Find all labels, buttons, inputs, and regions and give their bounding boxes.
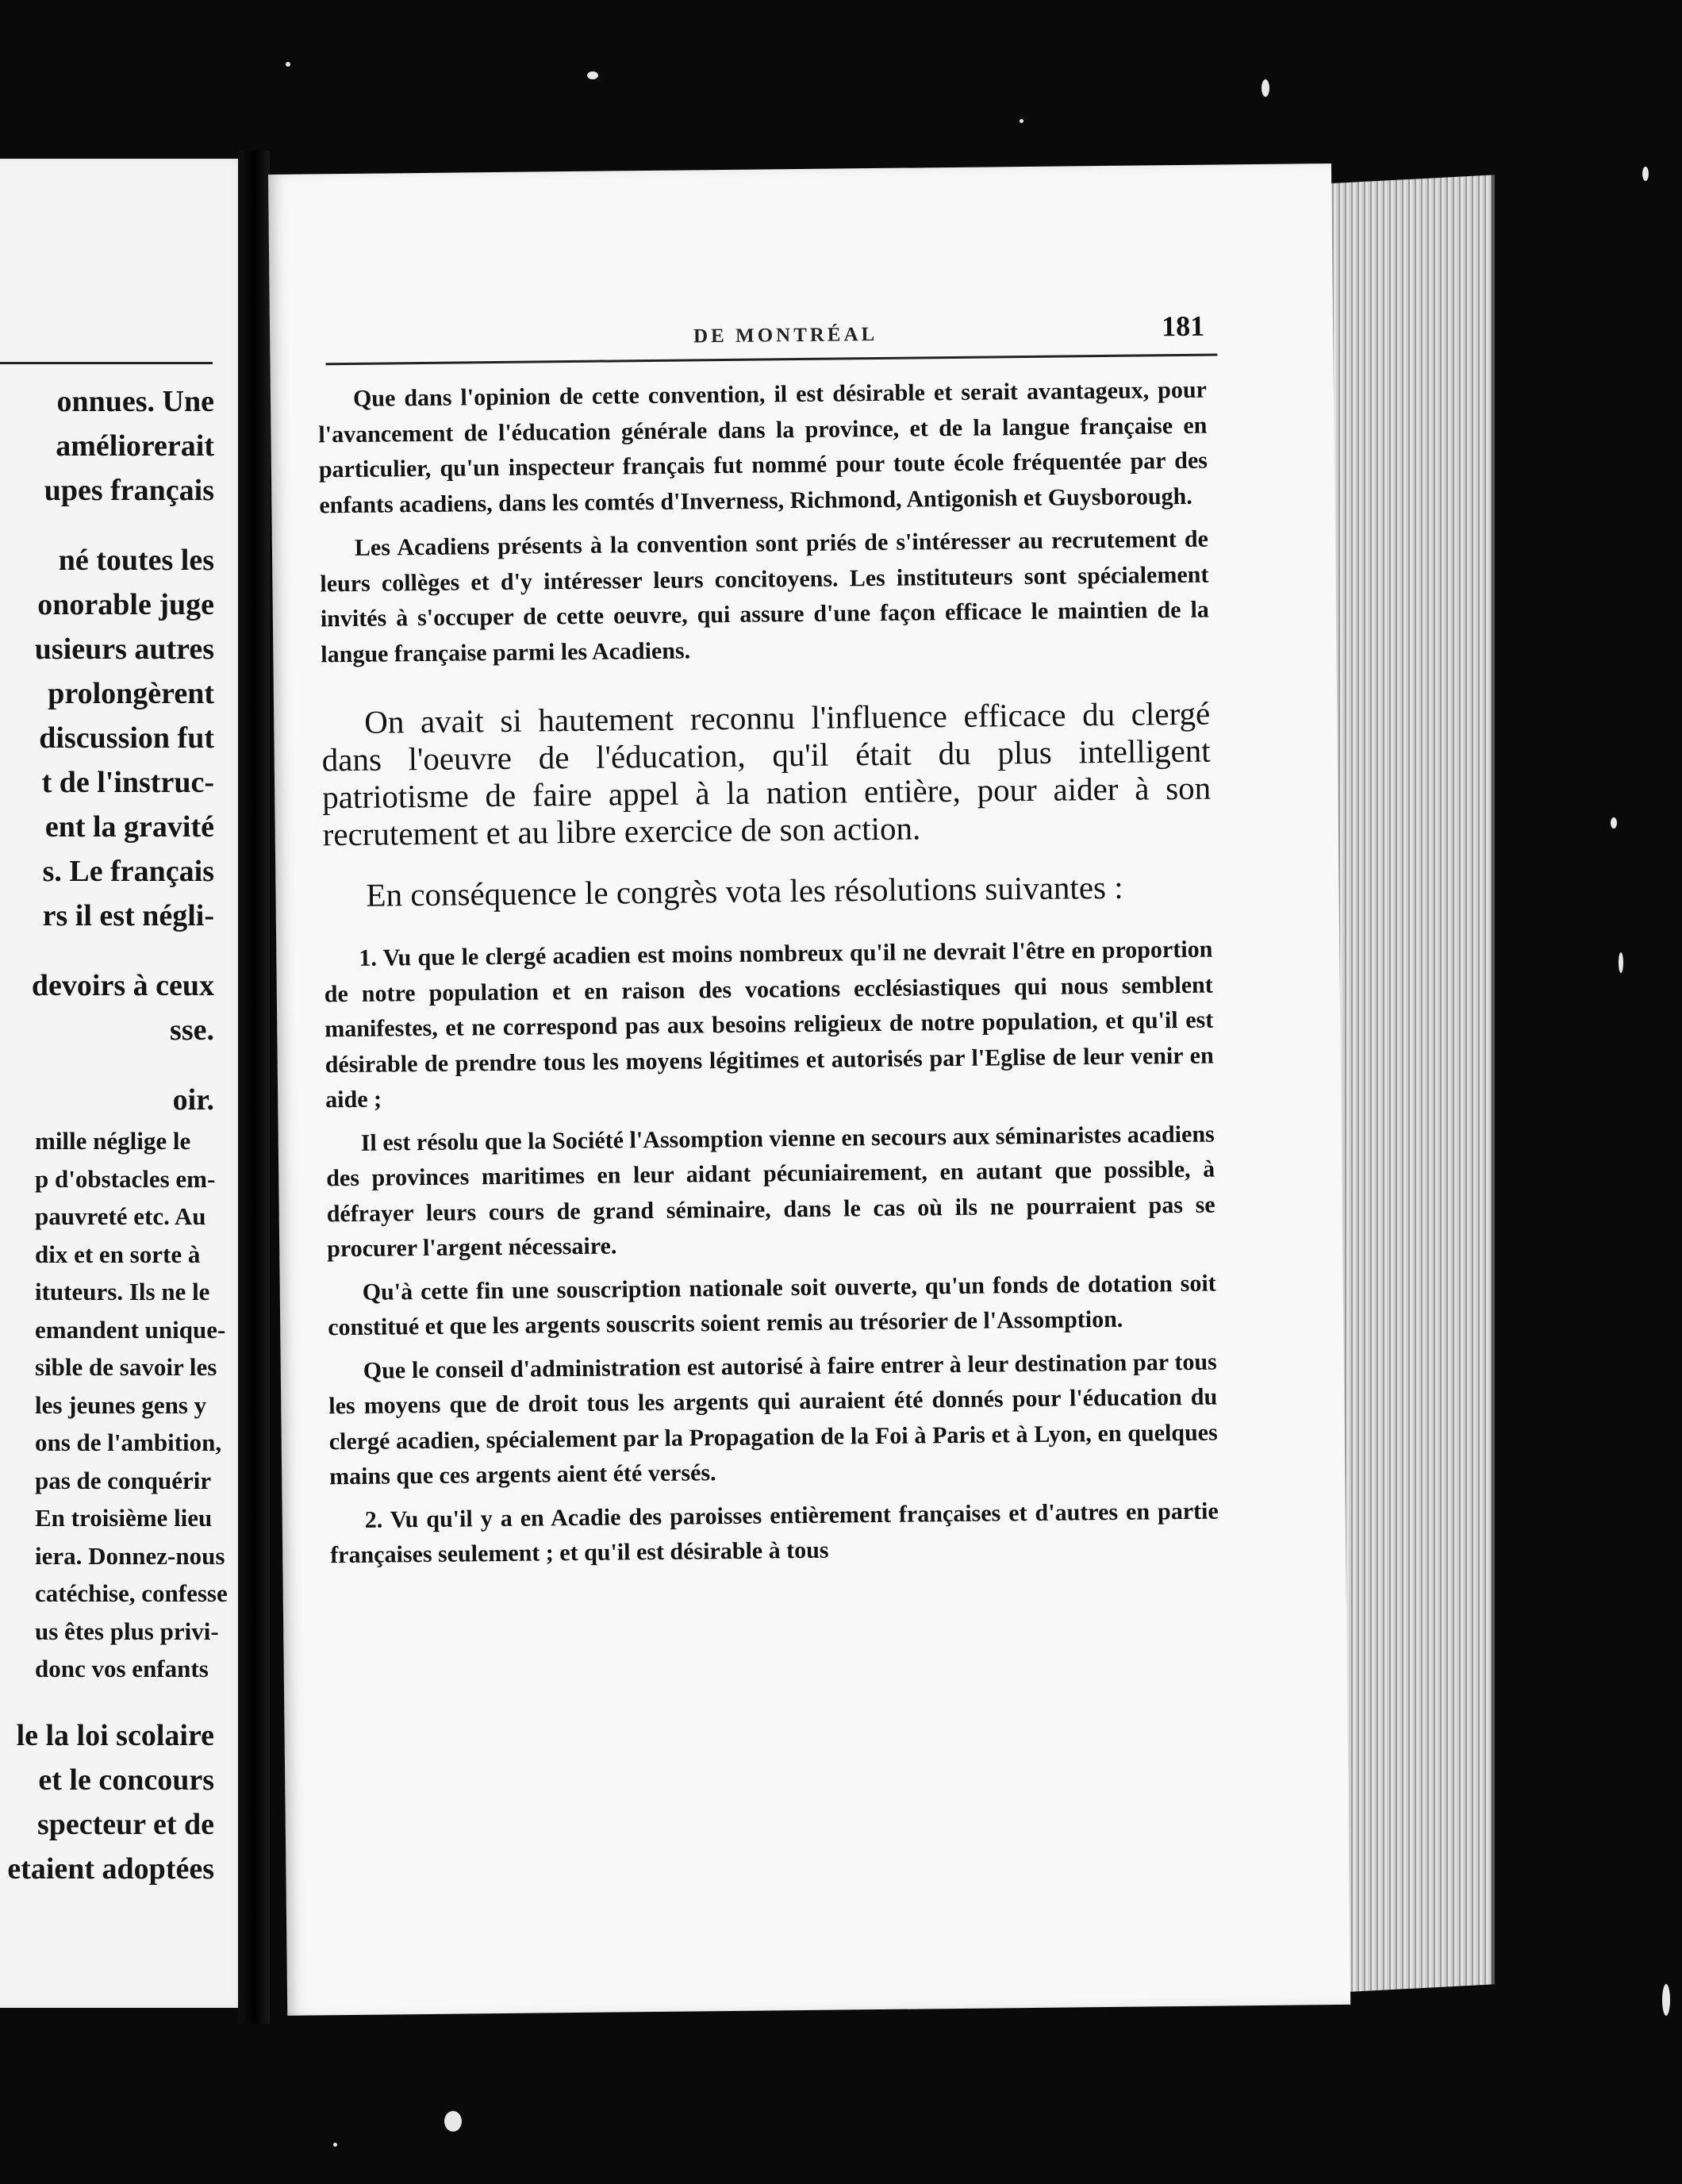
book-gutter [238, 151, 270, 2024]
text-line: et le concours [38, 1763, 214, 1797]
dust-speck [1662, 1984, 1670, 2016]
text-line: mille néglige le [35, 1127, 191, 1155]
text-line: onorable juge [37, 588, 214, 621]
text-line: le la loi scolaire [16, 1718, 214, 1752]
text-line: us êtes plus privi- [35, 1617, 219, 1645]
text-line: pas de conquérir [35, 1466, 212, 1494]
dust-speck [1642, 167, 1649, 181]
dust-speck [333, 2143, 337, 2147]
text-line: discussion fut [39, 721, 214, 755]
text-line: s. Le français [42, 855, 214, 888]
text-line: prolongèrent [48, 677, 214, 710]
text-line: sible de savoir les [35, 1353, 217, 1381]
page-body [318, 373, 1219, 1574]
text-line: onnues. Une [56, 385, 214, 418]
header-rule [325, 353, 1217, 365]
text-line: catéchise, confesse [35, 1579, 228, 1607]
text-line: donc vos enfants [35, 1655, 209, 1682]
resolution-paragraph: Les Acadiens présents à la convention sont priés de s'intéresser au recrutement de leurs collèges et d'y intéresser leurs concitoyens. Les instituteurs sont spécialement invités à s'occuper de cette oeuvre, qui assure d'une façon efficace le maintien de la langue française parmi les Acadiens. [320, 525, 1209, 667]
left-page [0, 159, 254, 2008]
dust-speck [1611, 817, 1617, 829]
header-rule [0, 362, 213, 364]
resolution-paragraph: Qu'à cette fin une souscription nationale soit ouverte, qu'un fonds de dotation soit constitué et que les argents souscrits soient remis au trésorier de l'Assomption. [328, 1270, 1216, 1341]
text-line: ent la gravité [44, 810, 214, 844]
text-line: né toutes les [58, 544, 214, 577]
resolution-paragraph: 1. Vu que le clergé acadien est moins nombreux qu'il ne devrait l'être en proportion de notre population et en raison des vocations ecclésiastiques qui nous semblent manifestes, et ne correspond pas aux besoins religieux de notre population, et qu'il est désirable de prendre tous les moyens légitimes et autorisés par l'Eglise de leur venir en aide ; [324, 936, 1214, 1113]
text-line: iera. Donnez-nous [35, 1541, 225, 1570]
resolution-paragraph: Que dans l'opinion de cette convention, il est désirable et serait avantageux, pour l'avancement de l'éducation générale dans la province, et de la langue française en particulier, qu'un inspecteur français fut nommé pour toute école fréquentée par des enfants acadiens, dans les comtés d'Inverness, Richmond, Antigonish et Guysborough. [318, 376, 1208, 518]
text-line: upes français [44, 474, 214, 507]
dust-speck [587, 71, 598, 79]
narrative-paragraph: En conséquence le congrès vota les résolutions suivantes : [366, 868, 1123, 913]
text-line: dix et en sorte à [35, 1240, 201, 1268]
text-line: En troisième lieu [35, 1504, 213, 1532]
text-line: oir. [172, 1083, 214, 1117]
dust-speck [1262, 79, 1269, 97]
text-line: ituteurs. Ils ne le [35, 1278, 210, 1305]
text-line: specteur et de [36, 1807, 214, 1841]
resolution-paragraph: Il est résolu que la Société l'Assomption vienne en secours aux séminaristes acadiens des provinces maritimes en leur aidant pécuniairement, en autant que possible, à défrayer leurs cours de grand séminaire, dans le cas où ils ne pourraient pas se procurer l'argent nécessaire. [326, 1121, 1215, 1263]
resolution-paragraph: Que le conseil d'administration est autorisé à faire entrer à leur destination par tous les moyens que de droit tous les argents qui auraient été donnés pour l'éducation du clergé acadien, spécialement par la Propagation de la Foi à Paris et à Lyon, en quelques mains que ces argents aient été versés. [328, 1348, 1218, 1490]
right-page [268, 163, 1350, 2016]
text-line: ons de l'ambition, [35, 1428, 222, 1456]
running-head: DE MONTRÉAL [693, 323, 878, 348]
text-line: usieurs autres [34, 633, 214, 666]
text-line: améliorerait [56, 429, 214, 463]
text-line: les jeunes gens y [35, 1390, 207, 1419]
text-line: t de l'instruc- [41, 766, 214, 799]
text-line: p d'obstacles em- [35, 1164, 216, 1193]
dust-speck [1619, 952, 1623, 973]
left-page-text [0, 379, 228, 1891]
dust-speck [286, 62, 290, 67]
text-line: emandent unique- [35, 1315, 226, 1344]
text-line: pauvreté etc. Au [35, 1202, 206, 1230]
text-line: etaient adoptées [7, 1851, 214, 1886]
page-number: 181 [1161, 310, 1205, 343]
text-line: devoirs à ceux [31, 969, 214, 1002]
resolution-paragraph: 2. Vu qu'il y a en Acadie des paroisses entièrement françaises et d'autres en partie françaises seulement ; et qu'il est désirable à tous [330, 1498, 1219, 1569]
text-line: sse. [170, 1013, 214, 1047]
dust-speck [444, 2111, 462, 2132]
dust-speck [1020, 119, 1023, 123]
narrative-paragraph: On avait si hautement reconnu l'influence efficace du clergé dans l'oeuvre de l'éducation, qu'il était du plus intelligent patriotisme de faire appel à la nation entière, pour aider à son recrutement et au libre exercice de son action. [321, 694, 1212, 853]
text-line: rs il est négli- [42, 899, 214, 932]
